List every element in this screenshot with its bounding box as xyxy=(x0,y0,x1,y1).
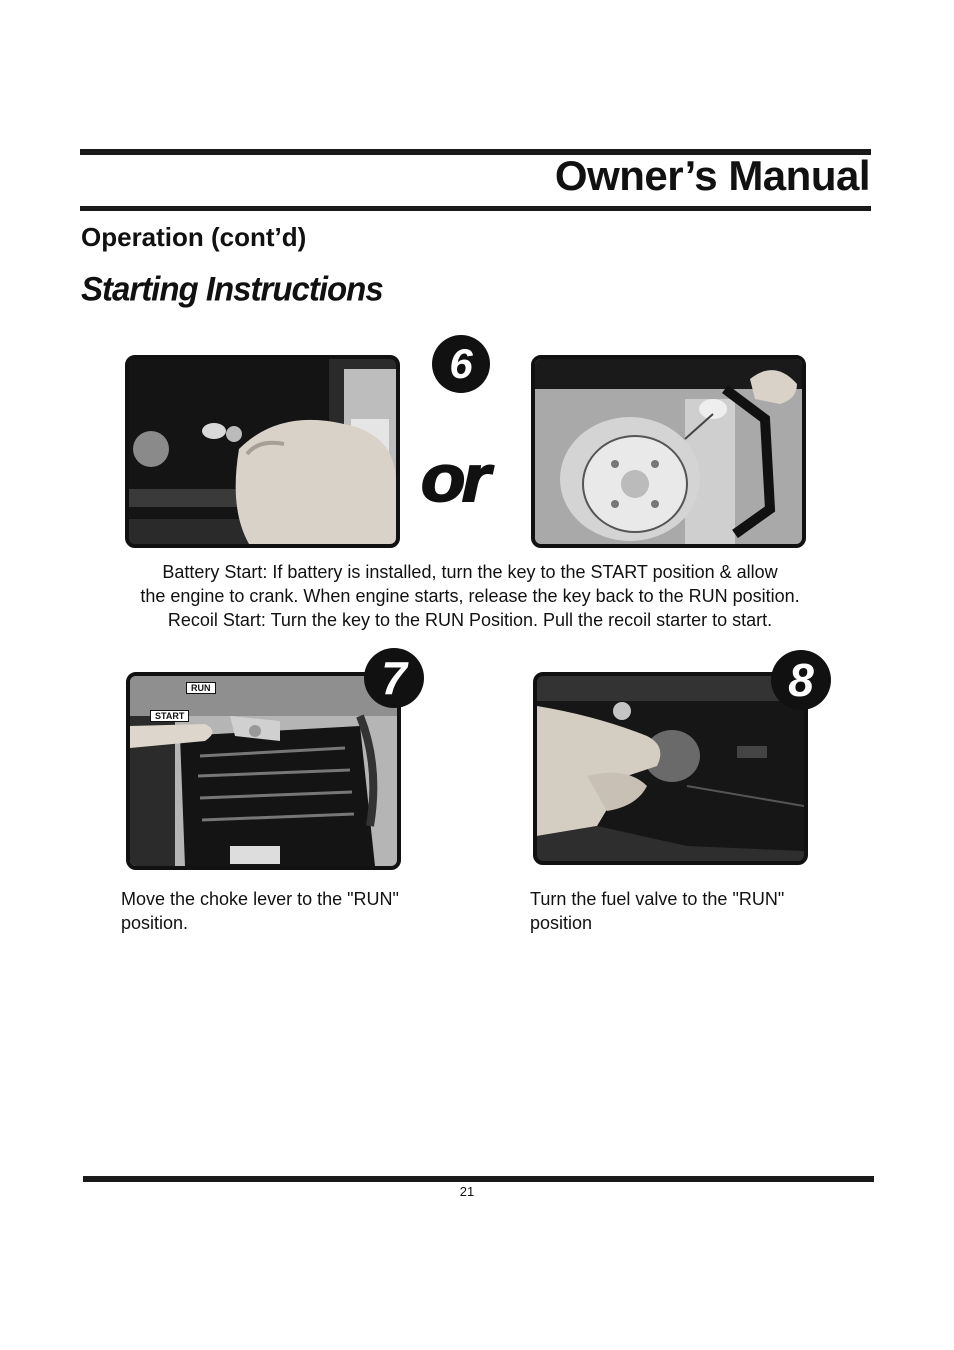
caption-line: Move the choke lever to the "RUN" xyxy=(121,889,399,909)
section-subtitle: Operation (cont’d) xyxy=(81,222,307,252)
header-bottom-rule xyxy=(80,206,871,211)
caption-line: Turn the fuel valve to the "RUN" xyxy=(530,889,785,909)
step-7-caption xyxy=(121,887,481,935)
caption-line: the engine to crank. When engine starts, release the key back to the RUN position. xyxy=(140,586,800,606)
caption-line: Recoil Start: Turn the key to the RUN Position. Pull the recoil starter to start. xyxy=(167,610,773,630)
step-6-caption xyxy=(60,560,880,632)
run-label: RUN xyxy=(186,682,216,694)
or-separator: or xyxy=(421,441,487,515)
footer-rule xyxy=(83,1176,874,1182)
page-title: Owner’s Manual xyxy=(554,152,870,199)
step-7-badge: 7 xyxy=(364,648,424,708)
choke-lever-photo xyxy=(126,672,401,870)
page-number: 21 xyxy=(459,1184,475,1199)
step-6-badge: 6 xyxy=(432,335,490,393)
caption-line: position. xyxy=(121,913,189,933)
fuel-valve-photo xyxy=(533,672,808,865)
section-heading: Starting Instructions xyxy=(81,269,383,308)
step-8-caption xyxy=(530,887,890,935)
recoil-starter-photo xyxy=(531,355,806,548)
engine-switch-photo xyxy=(125,355,400,548)
start-label: START xyxy=(150,710,189,722)
step-8-badge: 8 xyxy=(771,650,831,710)
caption-line: Battery Start: If battery is installed, turn the key to the START position & allow xyxy=(162,562,778,582)
caption-line: position xyxy=(530,913,593,933)
